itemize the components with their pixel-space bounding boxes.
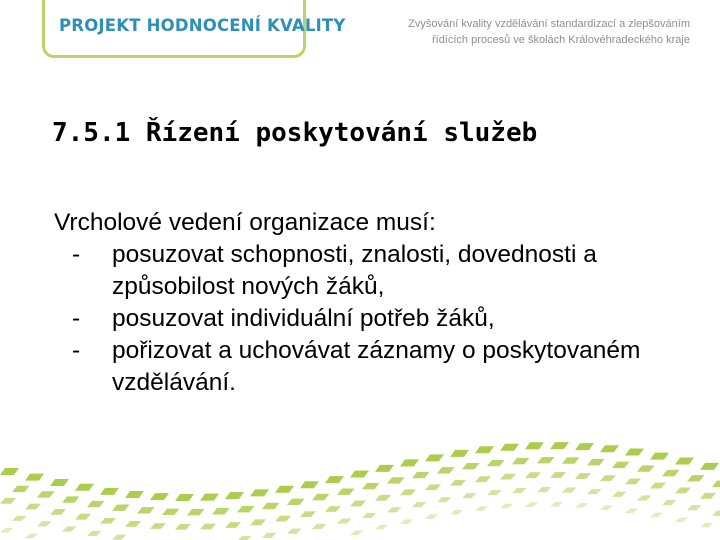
decor-tile (650, 483, 666, 489)
decor-tile (700, 463, 719, 470)
decor-tile (175, 494, 194, 501)
decor-tile (387, 507, 402, 512)
decorative-wave-pattern (0, 440, 720, 540)
decor-tile (525, 442, 544, 449)
decor-tile (425, 514, 438, 519)
decor-tile (237, 506, 255, 512)
project-tagline (390, 16, 690, 48)
decor-tile (537, 457, 555, 463)
decor-tile (0, 528, 13, 533)
list-item (54, 303, 694, 335)
list-item (54, 239, 694, 303)
decor-tile (675, 518, 688, 523)
decor-tile (687, 505, 702, 510)
decor-tile (487, 460, 505, 466)
decor-tile (425, 454, 444, 461)
decor-tile (25, 534, 38, 539)
bullet-dash: - (72, 337, 81, 364)
decor-tile (650, 513, 663, 518)
decor-tile (300, 481, 319, 488)
decor-tile (337, 518, 352, 523)
decor-tile (437, 497, 452, 502)
decor-tile (200, 494, 219, 501)
decor-tile (125, 521, 141, 527)
decor-tile (112, 505, 130, 511)
decor-tile (62, 526, 77, 531)
decor-tile (662, 500, 677, 505)
decor-tile (350, 471, 369, 478)
decor-tile (275, 516, 291, 522)
decor-tile (50, 479, 69, 486)
decor-tile (512, 488, 527, 493)
decor-tile (75, 514, 91, 520)
decor-tile (112, 535, 127, 540)
decor-tile (500, 504, 513, 509)
decor-tile (675, 488, 691, 494)
decor-tile (475, 506, 488, 511)
decor-tile (400, 519, 413, 524)
decor-tile (237, 536, 252, 540)
decor-tile (387, 477, 405, 483)
decor-tile (200, 524, 216, 530)
decor-tile (600, 475, 616, 481)
decor-tile (562, 487, 577, 492)
decor-tile (137, 507, 155, 513)
decor-tile (375, 525, 388, 530)
decor-tile (150, 493, 169, 500)
decor-tile (287, 499, 305, 505)
decor-tile (62, 496, 80, 502)
decor-tile (637, 495, 652, 500)
decor-tile (712, 481, 720, 487)
decor-tile (262, 533, 277, 538)
decor-tile (675, 458, 694, 465)
decor-tile (600, 445, 619, 452)
project-logo (42, 0, 346, 58)
decor-tile (287, 529, 302, 534)
bullet-dash: - (72, 241, 81, 268)
decor-tile (625, 508, 638, 513)
decor-tile (450, 510, 463, 515)
decor-tile (412, 472, 430, 478)
decor-tile (437, 467, 455, 473)
decor-tile (350, 531, 363, 536)
decor-tile (562, 457, 580, 463)
tagline-line: řídících procesů ve školách Královéhradeckého kraje (431, 34, 690, 46)
decor-tile (0, 498, 16, 504)
decor-tile (225, 522, 241, 528)
decor-tile (0, 468, 19, 475)
slide-title: 7.5.1 Řízení poskytování služeb (52, 118, 538, 148)
decor-tile (350, 501, 366, 507)
decor-tile (500, 444, 519, 451)
intro-text: Vrcholové vedení organizace musí: (54, 209, 436, 236)
decor-tile (262, 503, 280, 509)
decor-tile (550, 472, 566, 478)
decor-tile (700, 523, 713, 528)
decor-tile (150, 523, 166, 529)
bullet-text: pořizovat a uchovávat záznamy o poskytovaném vzdělávání. (112, 337, 641, 396)
decor-tile (37, 491, 55, 497)
decor-tile (587, 459, 605, 465)
decor-tile (550, 442, 569, 449)
decor-tile (312, 524, 327, 529)
decor-tile (700, 493, 716, 499)
decor-tile (462, 493, 477, 498)
decor-tile (712, 511, 720, 516)
decor-tile (162, 509, 180, 515)
decor-tile (450, 480, 466, 486)
decor-tile (325, 476, 344, 483)
decor-tile (575, 473, 591, 479)
decor-tile (412, 502, 427, 507)
decor-tile (487, 490, 502, 495)
decor-tile (362, 483, 380, 489)
decor-tile (175, 524, 191, 530)
decor-tile (100, 518, 116, 524)
bullet-text: posuzovat schopnosti, znalosti, dovednosti a způsobilost nových žáků, (112, 241, 597, 300)
decor-tile (400, 459, 419, 466)
decor-tile (600, 505, 613, 510)
tagline-line: Zvyšování kvality vzdělávání standardizací a zlepšováním (408, 18, 690, 30)
decor-tile (400, 489, 416, 495)
decor-tile (512, 458, 530, 464)
decor-tile (587, 489, 602, 494)
decor-tile (225, 492, 244, 499)
list-item (54, 335, 694, 399)
decor-tile (362, 513, 377, 518)
decor-tile (300, 511, 316, 517)
decor-tile (12, 516, 27, 521)
slide-body (54, 207, 694, 399)
decor-tile (475, 446, 494, 453)
decor-tile (650, 453, 669, 460)
decor-tile (375, 465, 394, 472)
decor-tile (687, 475, 705, 481)
decor-tile (325, 506, 341, 512)
decor-tile (475, 476, 491, 482)
decor-tile (637, 465, 655, 471)
decor-tile (625, 478, 641, 484)
decor-tile (450, 450, 469, 457)
decor-tile (50, 509, 66, 515)
bullet-dash: - (72, 305, 81, 332)
decor-tile (125, 491, 144, 498)
decor-tile (612, 492, 627, 497)
decor-tile (312, 494, 330, 500)
decor-tile (575, 443, 594, 450)
decor-tile (25, 474, 44, 481)
decor-tile (500, 474, 516, 480)
decor-tile (525, 502, 538, 507)
logo-text: PROJEKT HODNOCENÍ KVALITY (59, 16, 346, 35)
decor-tile (37, 521, 52, 526)
decor-tile (550, 502, 563, 507)
decor-tile (187, 509, 205, 515)
decor-tile (375, 495, 391, 501)
decor-tile (100, 488, 119, 495)
decor-tile (87, 531, 102, 536)
decor-tile (462, 463, 480, 469)
decor-tile (525, 472, 541, 478)
decor-tile (12, 486, 30, 492)
decor-tile (275, 486, 294, 493)
decor-tile (75, 484, 94, 491)
decor-tile (537, 487, 552, 492)
decor-tile (250, 519, 266, 525)
bullet-list (54, 239, 694, 399)
decor-tile (250, 489, 269, 496)
decor-tile (625, 448, 644, 455)
decor-tile (25, 504, 41, 510)
decor-tile (87, 501, 105, 507)
decor-tile (612, 462, 630, 468)
bullet-text: posuzovat individuální potřeb žáků, (112, 305, 495, 332)
decor-tile (575, 503, 588, 508)
decor-tile (662, 470, 680, 476)
decor-tile (212, 508, 230, 514)
decor-tile (425, 484, 441, 490)
decor-tile (337, 488, 355, 494)
